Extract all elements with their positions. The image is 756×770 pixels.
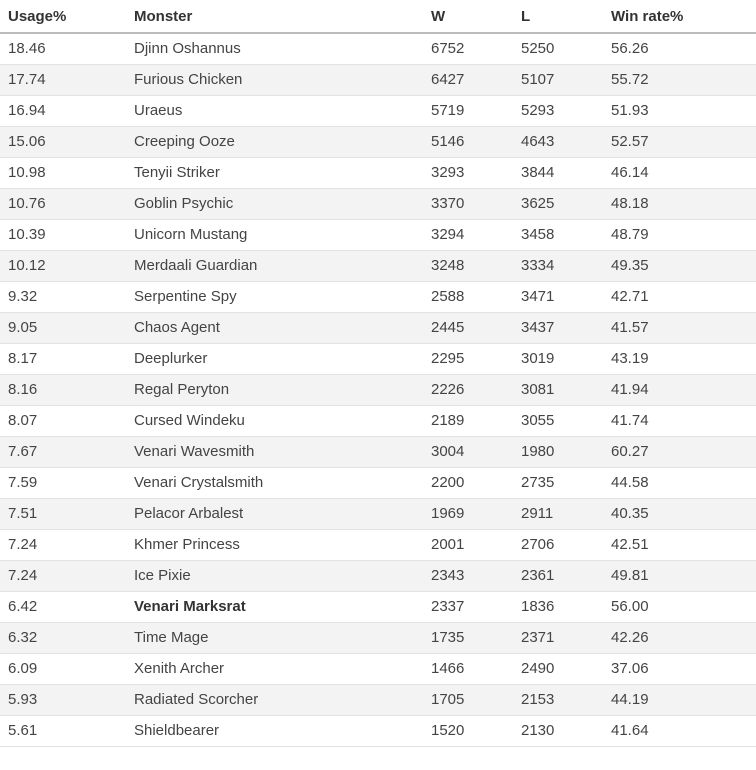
cell-wins: 5146 <box>423 126 513 157</box>
cell-losses: 3625 <box>513 188 603 219</box>
table-row <box>0 405 756 436</box>
cell-win-rate: 49.35 <box>603 250 756 281</box>
cell-win-rate: 55.72 <box>603 64 756 95</box>
cell-monster: Khmer Princess <box>126 529 423 560</box>
cell-wins: 3004 <box>423 436 513 467</box>
cell-monster: Venari Crystalsmith <box>126 467 423 498</box>
header-monster[interactable]: Monster <box>126 0 423 33</box>
header-usage[interactable]: Usage% <box>0 0 126 33</box>
cell-monster: Time Mage <box>126 622 423 653</box>
cell-wins: 2445 <box>423 312 513 343</box>
table-header <box>0 0 756 33</box>
cell-losses: 3437 <box>513 312 603 343</box>
cell-wins: 1735 <box>423 622 513 653</box>
cell-losses: 2490 <box>513 653 603 684</box>
cell-losses: 1980 <box>513 436 603 467</box>
cell-win-rate: 48.18 <box>603 188 756 219</box>
table-row <box>0 33 756 64</box>
cell-usage: 7.51 <box>0 498 126 529</box>
table-row <box>0 436 756 467</box>
cell-win-rate: 44.19 <box>603 684 756 715</box>
cell-losses: 3081 <box>513 374 603 405</box>
cell-win-rate: 43.19 <box>603 343 756 374</box>
cell-win-rate: 51.93 <box>603 95 756 126</box>
cell-wins: 1466 <box>423 653 513 684</box>
cell-monster: Goblin Psychic <box>126 188 423 219</box>
cell-wins: 2001 <box>423 529 513 560</box>
cell-losses: 3458 <box>513 219 603 250</box>
cell-wins: 6752 <box>423 33 513 64</box>
cell-monster: Venari Wavesmith <box>126 436 423 467</box>
cell-win-rate: 56.00 <box>603 591 756 622</box>
cell-monster: Xenith Archer <box>126 653 423 684</box>
cell-wins: 1520 <box>423 715 513 746</box>
cell-losses: 5107 <box>513 64 603 95</box>
cell-losses: 5250 <box>513 33 603 64</box>
cell-win-rate: 42.26 <box>603 622 756 653</box>
cell-wins: 3248 <box>423 250 513 281</box>
cell-wins: 3370 <box>423 188 513 219</box>
cell-win-rate: 46.14 <box>603 157 756 188</box>
table-row <box>0 653 756 684</box>
cell-win-rate: 44.58 <box>603 467 756 498</box>
cell-losses: 4643 <box>513 126 603 157</box>
cell-wins: 2226 <box>423 374 513 405</box>
cell-wins: 2588 <box>423 281 513 312</box>
cell-usage: 7.24 <box>0 529 126 560</box>
cell-monster: Shieldbearer <box>126 715 423 746</box>
table-body <box>0 33 756 746</box>
cell-monster: Creeping Ooze <box>126 126 423 157</box>
table-row <box>0 715 756 746</box>
cell-wins: 3293 <box>423 157 513 188</box>
header-row <box>0 0 756 33</box>
cell-losses: 3055 <box>513 405 603 436</box>
cell-win-rate: 48.79 <box>603 219 756 250</box>
table-row <box>0 374 756 405</box>
cell-wins: 3294 <box>423 219 513 250</box>
table-row <box>0 343 756 374</box>
cell-usage: 7.67 <box>0 436 126 467</box>
cell-losses: 3471 <box>513 281 603 312</box>
table-row <box>0 467 756 498</box>
table-row <box>0 219 756 250</box>
cell-usage: 6.09 <box>0 653 126 684</box>
cell-losses: 5293 <box>513 95 603 126</box>
table-row <box>0 591 756 622</box>
cell-usage: 16.94 <box>0 95 126 126</box>
cell-usage: 9.32 <box>0 281 126 312</box>
cell-win-rate: 42.51 <box>603 529 756 560</box>
cell-monster: Uraeus <box>126 95 423 126</box>
cell-usage: 10.39 <box>0 219 126 250</box>
cell-wins: 2343 <box>423 560 513 591</box>
cell-monster: Venari Marksrat <box>126 591 423 622</box>
cell-losses: 2130 <box>513 715 603 746</box>
table-row <box>0 157 756 188</box>
cell-wins: 2189 <box>423 405 513 436</box>
cell-wins: 6427 <box>423 64 513 95</box>
cell-losses: 2361 <box>513 560 603 591</box>
cell-usage: 8.16 <box>0 374 126 405</box>
cell-win-rate: 60.27 <box>603 436 756 467</box>
table-row <box>0 95 756 126</box>
cell-win-rate: 41.64 <box>603 715 756 746</box>
table-row <box>0 312 756 343</box>
cell-usage: 8.17 <box>0 343 126 374</box>
table-row <box>0 529 756 560</box>
cell-usage: 7.59 <box>0 467 126 498</box>
cell-wins: 2337 <box>423 591 513 622</box>
cell-usage: 17.74 <box>0 64 126 95</box>
cell-losses: 3019 <box>513 343 603 374</box>
cell-usage: 7.24 <box>0 560 126 591</box>
cell-usage: 15.06 <box>0 126 126 157</box>
cell-monster: Djinn Oshannus <box>126 33 423 64</box>
cell-monster: Radiated Scorcher <box>126 684 423 715</box>
cell-monster: Serpentine Spy <box>126 281 423 312</box>
cell-losses: 2706 <box>513 529 603 560</box>
cell-losses: 2735 <box>513 467 603 498</box>
header-losses[interactable]: L <box>513 0 603 33</box>
cell-win-rate: 37.06 <box>603 653 756 684</box>
cell-monster: Chaos Agent <box>126 312 423 343</box>
table-row <box>0 250 756 281</box>
header-wins[interactable]: W <box>423 0 513 33</box>
cell-monster: Merdaali Guardian <box>126 250 423 281</box>
cell-win-rate: 41.74 <box>603 405 756 436</box>
table-row <box>0 126 756 157</box>
cell-usage: 5.93 <box>0 684 126 715</box>
cell-wins: 2200 <box>423 467 513 498</box>
cell-usage: 8.07 <box>0 405 126 436</box>
cell-monster: Regal Peryton <box>126 374 423 405</box>
header-win-rate[interactable]: Win rate% <box>603 0 756 33</box>
cell-usage: 10.98 <box>0 157 126 188</box>
cell-monster: Unicorn Mustang <box>126 219 423 250</box>
cell-monster: Pelacor Arbalest <box>126 498 423 529</box>
cell-usage: 6.42 <box>0 591 126 622</box>
cell-usage: 6.32 <box>0 622 126 653</box>
cell-losses: 2153 <box>513 684 603 715</box>
table-row <box>0 281 756 312</box>
cell-losses: 2371 <box>513 622 603 653</box>
cell-monster: Ice Pixie <box>126 560 423 591</box>
cell-wins: 5719 <box>423 95 513 126</box>
cell-win-rate: 41.57 <box>603 312 756 343</box>
cell-losses: 2911 <box>513 498 603 529</box>
cell-monster: Cursed Windeku <box>126 405 423 436</box>
cell-wins: 1705 <box>423 684 513 715</box>
cell-losses: 1836 <box>513 591 603 622</box>
cell-usage: 9.05 <box>0 312 126 343</box>
table-row <box>0 188 756 219</box>
table-row <box>0 622 756 653</box>
cell-usage: 5.61 <box>0 715 126 746</box>
cell-win-rate: 42.71 <box>603 281 756 312</box>
cell-win-rate: 56.26 <box>603 33 756 64</box>
cell-win-rate: 40.35 <box>603 498 756 529</box>
table-row <box>0 560 756 591</box>
cell-win-rate: 49.81 <box>603 560 756 591</box>
table-row <box>0 684 756 715</box>
cell-wins: 2295 <box>423 343 513 374</box>
cell-wins: 1969 <box>423 498 513 529</box>
cell-monster: Deeplurker <box>126 343 423 374</box>
cell-monster: Furious Chicken <box>126 64 423 95</box>
cell-win-rate: 41.94 <box>603 374 756 405</box>
cell-losses: 3844 <box>513 157 603 188</box>
cell-usage: 10.12 <box>0 250 126 281</box>
cell-usage: 10.76 <box>0 188 126 219</box>
table-row <box>0 64 756 95</box>
cell-usage: 18.46 <box>0 33 126 64</box>
cell-monster: Tenyii Striker <box>126 157 423 188</box>
table-row <box>0 498 756 529</box>
cell-win-rate: 52.57 <box>603 126 756 157</box>
cell-losses: 3334 <box>513 250 603 281</box>
